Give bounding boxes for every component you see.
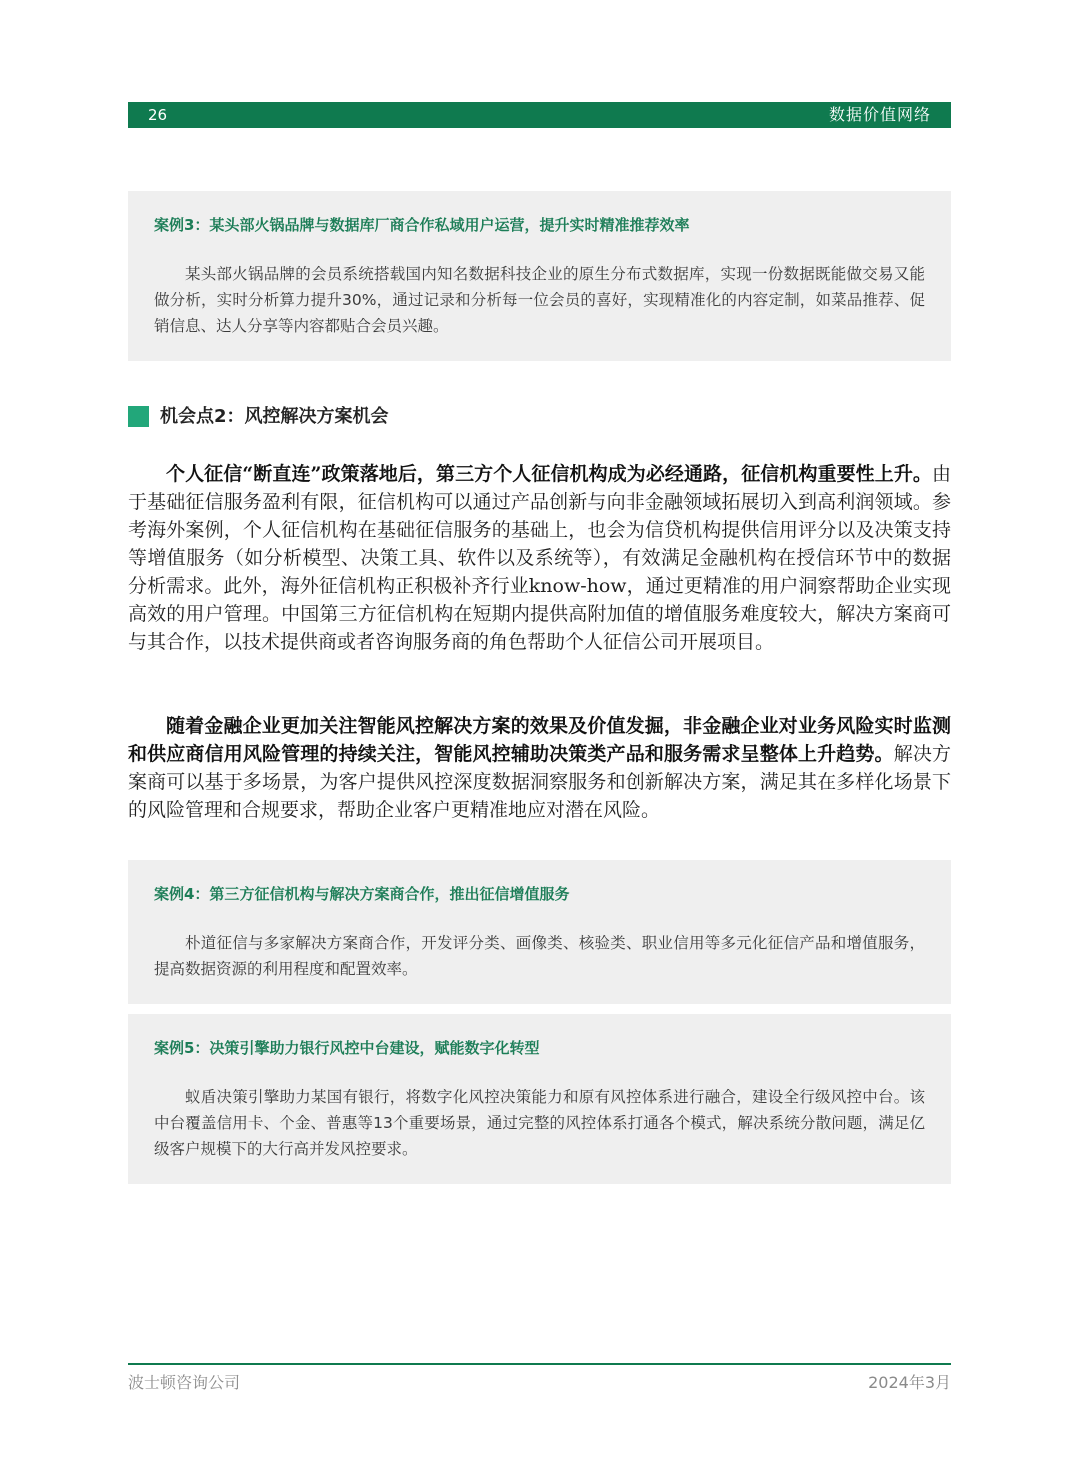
footer-divider [128,1363,951,1365]
header-title: 数据价值网络 [828,105,931,124]
case-title: 案例3：某头部火锅品牌与数据库厂商合作私域用户运营，提升实时精准推荐效率 [154,216,690,234]
footer-date: 2024年3月 [868,1373,951,1392]
case-box-3 [128,191,951,361]
case-title: 案例5：决策引擎助力银行风控中台建设，赋能数字化转型 [154,1039,540,1057]
page-number: 26 [148,106,168,124]
paragraph-text: 解决方案商可以基于多场景，为客户提供风控深度数据洞察服务和创新解决方案，满足其在多样化场景下的风险管理和合规要求，帮助企业客户更精准地应对潜在风险。 [128,743,951,821]
body-paragraph [128,712,951,824]
body-paragraph [128,460,951,656]
case-title: 案例4：第三方征信机构与解决方案商合作，推出征信增值服务 [154,885,570,903]
footer-company: 波士顿咨询公司 [128,1373,241,1392]
case-box-5 [128,1014,951,1184]
section-marker-square [128,406,149,427]
page-header-bar [128,102,951,128]
case-body: 朴道征信与多家解决方案商合作，开发评分类、画像类、核验类、职业信用等多元化征信产品和增值服务，提高数据资源的利用程度和配置效率。 [154,934,925,978]
paragraph-lead-bold: 个人征信“断直连”政策落地后，第三方个人征信机构成为必经通路，征信机构重要性上升。 [166,463,932,485]
case-body: 某头部火锅品牌的会员系统搭载国内知名数据科技企业的原生分布式数据库，实现一份数据既能做交易又能做分析，实时分析算力提升30%，通过记录和分析每一位会员的喜好，实现精准化的内容定制，如菜品推荐、促销信息、达人分享等内容都贴合会员兴趣。 [154,265,925,335]
case-box-4 [128,860,951,1004]
case-body: 蚁盾决策引擎助力某国有银行，将数字化风控决策能力和原有风控体系进行融合，建设全行级风控中台。该中台覆盖信用卡、个金、普惠等13个重要场景，通过完整的风控体系打通各个模式，解决系统分散问题，满足亿级客户规模下的大行高并发风控要求。 [154,1088,925,1158]
paragraph-text: 由于基础征信服务盈利有限，征信机构可以通过产品创新与向非金融领域拓展切入到高利润领域。参考海外案例，个人征信机构在基础征信服务的基础上，也会为信贷机构提供信用评分以及决策支持等增值服务（如分析模型、决策工具、软件以及系统等），有效满足金融机构在授信环节中的数据分析需求。此外，海外征信机构正积极补齐行业know-how，通过更精准的用户洞察帮助企业实现高效的用户管理。中国第三方征信机构在短期内提供高附加值的增值服务难度较大，解决方案商可与其合作，以技术提供商或者咨询服务商的角色帮助个人征信公司开展项目。 [128,463,951,653]
section-heading-text: 机会点2：风控解决方案机会 [160,406,389,427]
paragraph-lead-bold: 随着金融企业更加关注智能风控解决方案的效果及价值发掘，非金融企业对业务风险实时监测和供应商信用风险管理的持续关注，智能风控辅助决策类产品和服务需求呈整体上升趋势。 [128,715,951,765]
